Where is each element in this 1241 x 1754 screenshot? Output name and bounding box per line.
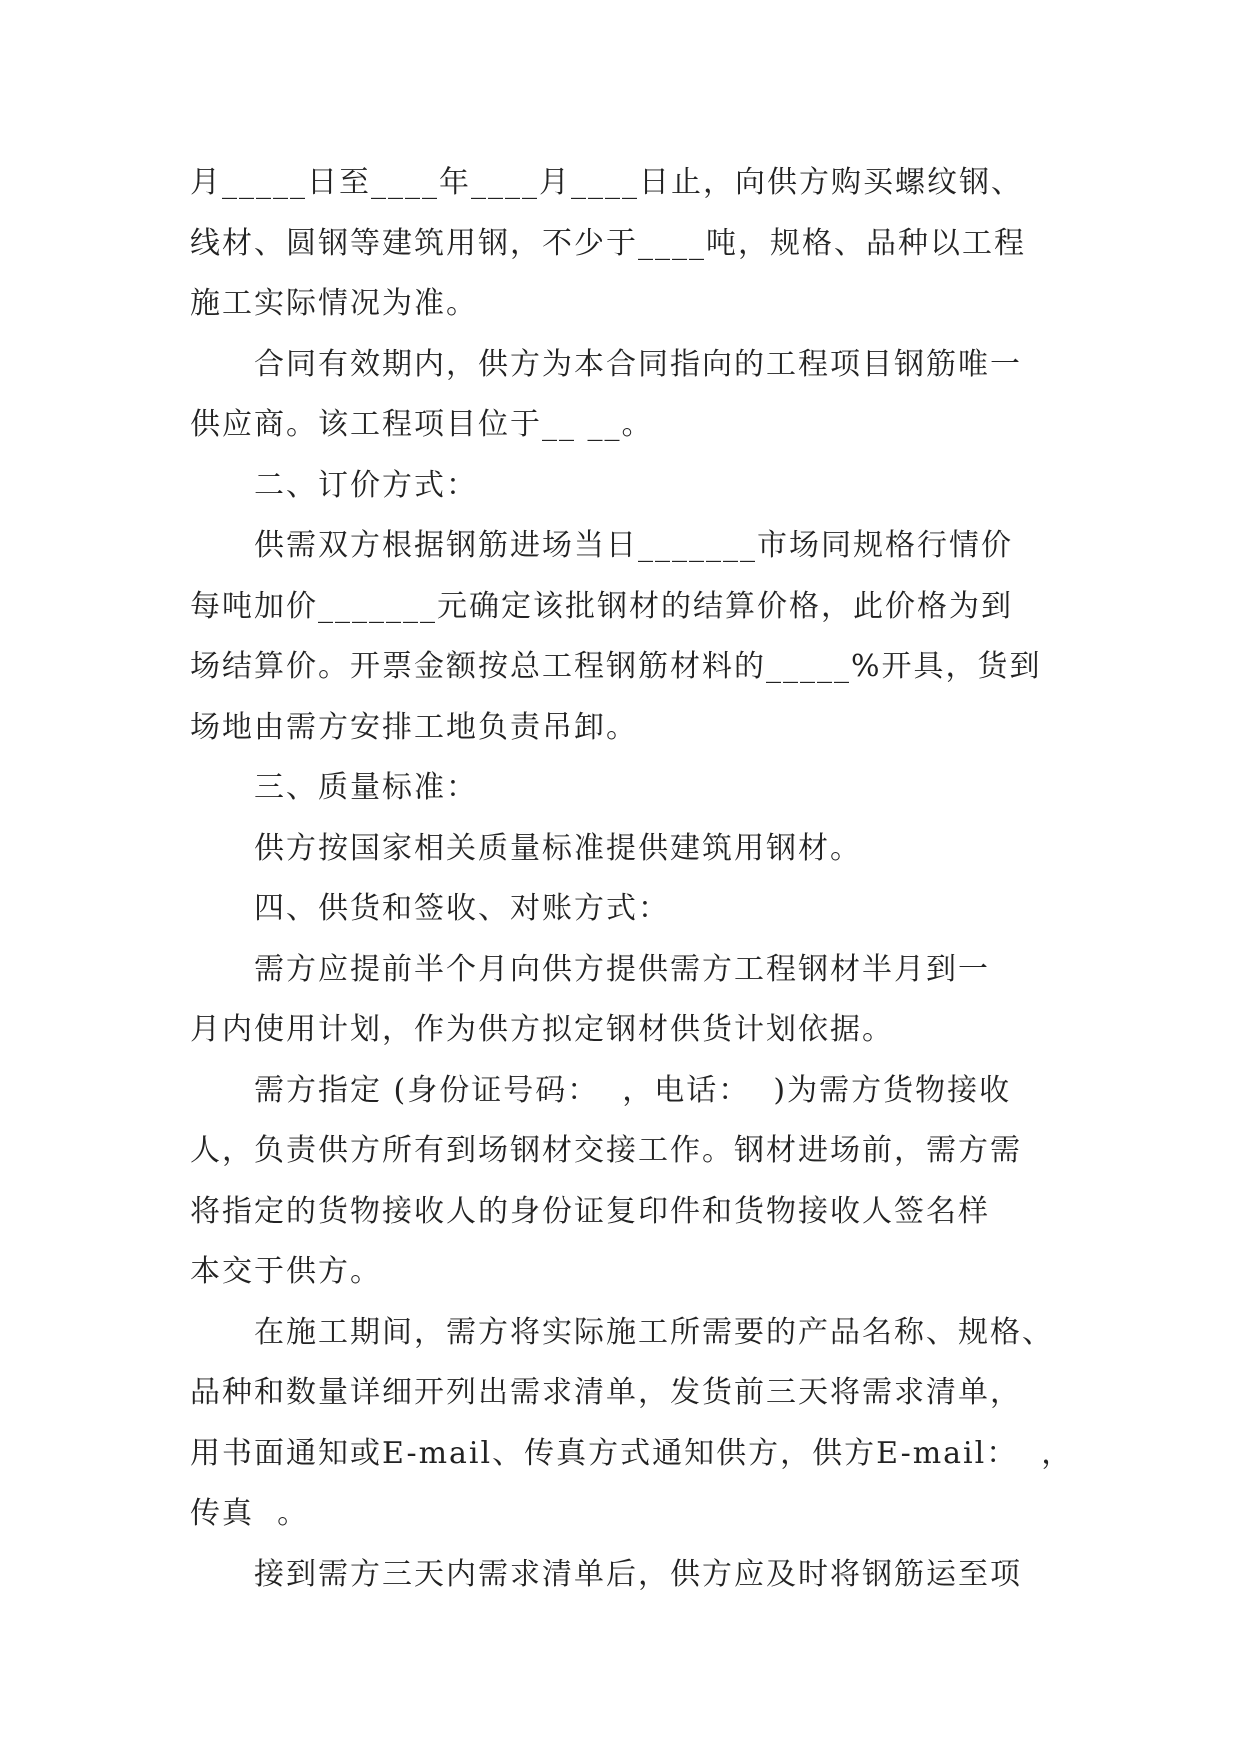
text-line: 供应商。该工程项目位于__ __。 xyxy=(190,407,654,442)
text-line: 需方指定 (身份证号码： ，电话： )为需方货物接收 xyxy=(254,1072,1012,1108)
text-line: 人，负责供方所有到场钢材交接工作。钢材进场前，需方需 xyxy=(190,1133,1022,1168)
text-line: 场结算价。开票金额按总工程钢筋材料的_____%开具，货到 xyxy=(190,649,1042,684)
text-line: 施工实际情况为准。 xyxy=(190,286,478,321)
text-line: 合同有效期内，供方为本合同指向的工程项目钢筋唯一 xyxy=(254,346,1022,382)
text-line: 三、质量标准： xyxy=(254,770,478,805)
text-line: 在施工期间，需方将实际施工所需要的产品名称、规格、 xyxy=(254,1314,1054,1350)
text-line: 将指定的货物接收人的身份证复印件和货物接收人签名样 xyxy=(190,1193,990,1229)
text-line: 供需双方根据钢筋进场当日_______市场同规格行情价 xyxy=(254,528,1013,563)
text-line: 四、供货和签收、对账方式： xyxy=(254,891,670,926)
text-line: 月_____日至____年____月____日止，向供方购买螺纹钢、 xyxy=(190,165,1023,200)
text-line: 供方按国家相关质量标准提供建筑用钢材。 xyxy=(254,830,862,866)
text-line: 需方应提前半个月向供方提供需方工程钢材半月到一 xyxy=(254,951,990,987)
text-line: 月内使用计划，作为供方拟定钢材供货计划依据。 xyxy=(190,1012,894,1047)
text-line: 用书面通知或E-mail、传真方式通知供方，供方E-mail： ， xyxy=(190,1435,1074,1471)
text-line: 品种和数量详细开列出需求清单，发货前三天将需求清单， xyxy=(190,1375,1022,1410)
text-line: 二、订价方式： xyxy=(254,467,478,503)
text-line: 场地由需方安排工地负责吊卸。 xyxy=(190,709,638,745)
text-line: 传真 。 xyxy=(190,1496,310,1531)
text-line: 线材、圆钢等建筑用钢，不少于____吨，规格、品种以工程 xyxy=(190,225,1026,261)
text-line: 每吨加价_______元确定该批钢材的结算价格，此价格为到 xyxy=(190,588,1013,624)
text-line: 接到需方三天内需求清单后，供方应及时将钢筋运至项 xyxy=(254,1556,1022,1592)
document-body xyxy=(190,153,1074,1605)
text-line: 本交于供方。 xyxy=(190,1254,382,1289)
